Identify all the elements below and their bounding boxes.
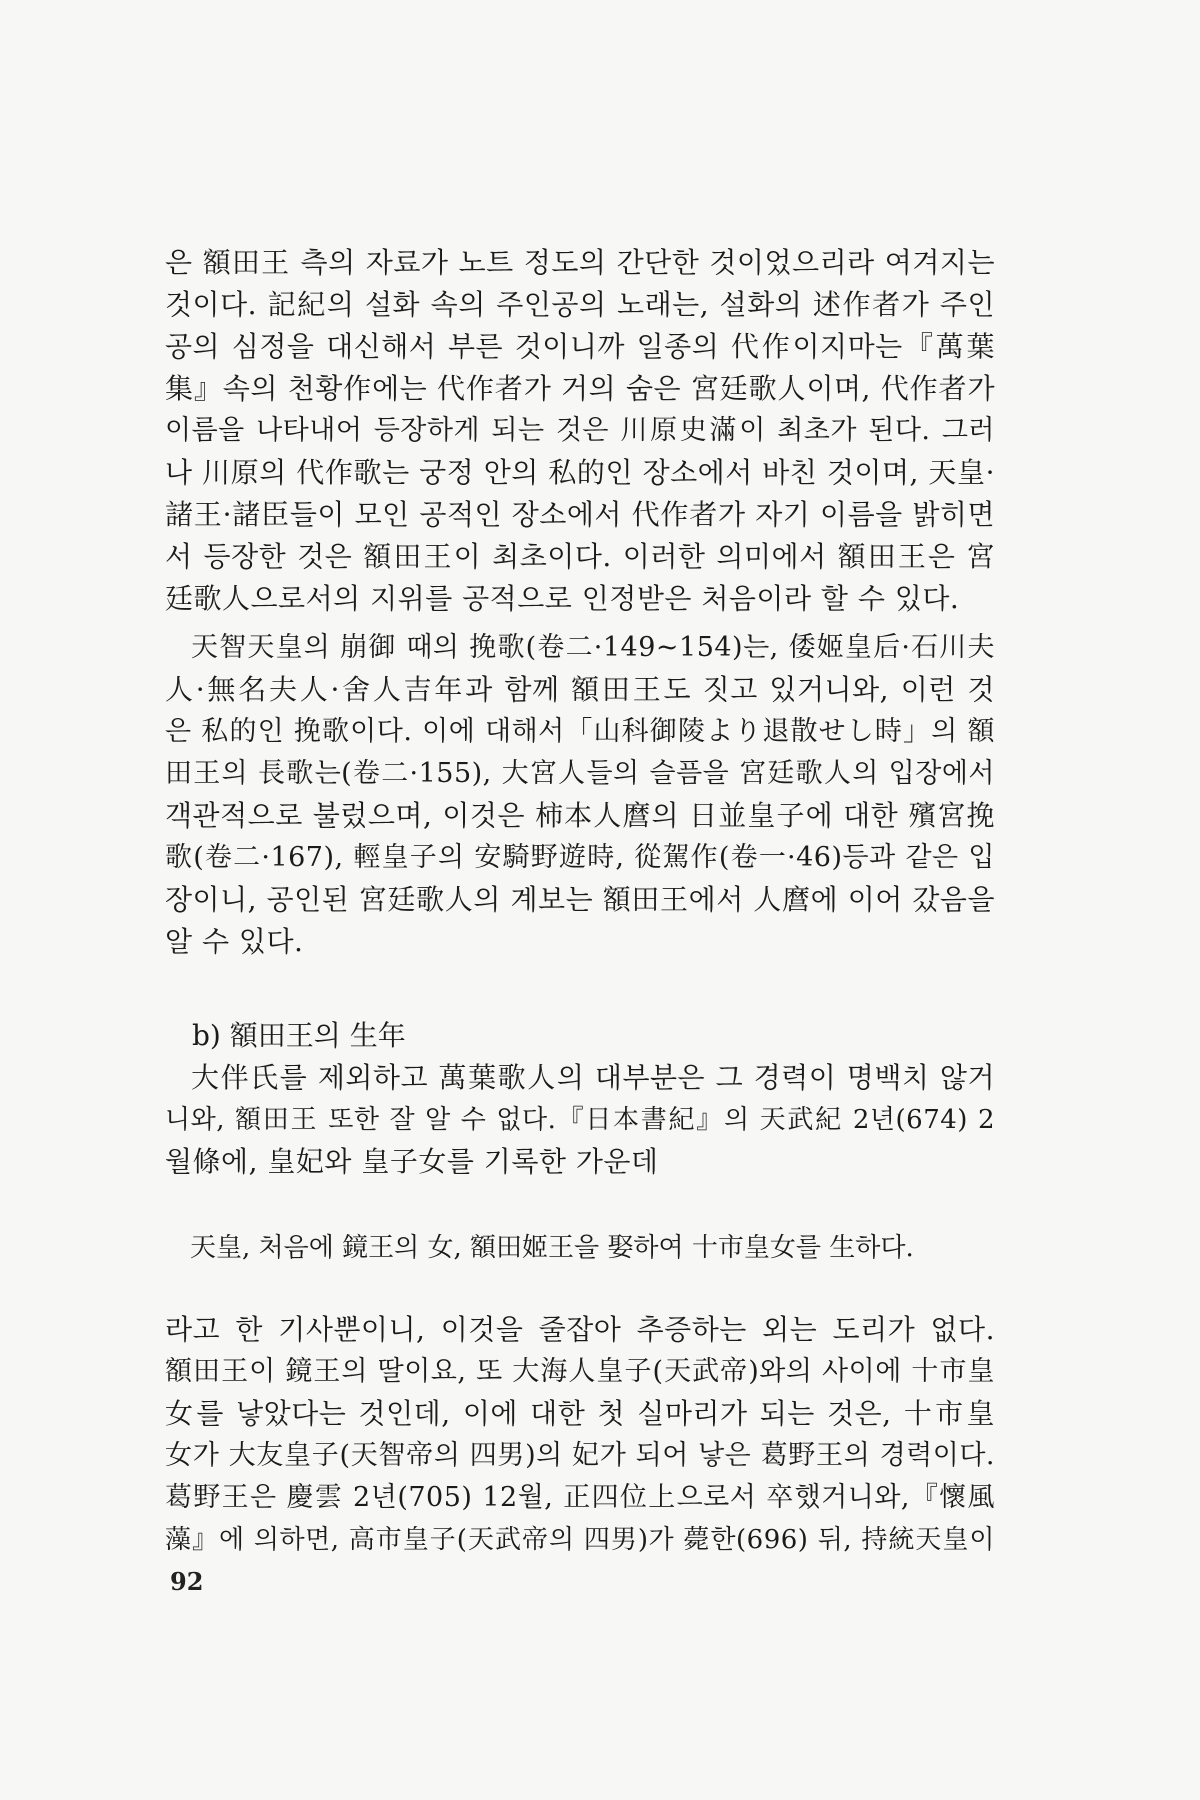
- text-line: 額田王이 鏡王의 딸이요, 또 大海人皇子(天武帝)와의 사이에 十市皇: [165, 1356, 995, 1387]
- text-line: 藻』에 의하면, 高市皇子(天武帝의 四男)가 薨한(696) 뒤, 持統天皇이: [165, 1525, 995, 1555]
- paragraph-4: [165, 1309, 995, 1561]
- text-line: 大伴氏를 제외하고 萬葉歌人의 대부분은 그 경력이 명백치 않거: [191, 1061, 995, 1094]
- text-line: 廷歌人으로서의 지위를 공적으로 인정받은 처음이라 할 수 있다.: [165, 582, 960, 615]
- text-line: 이름을 나타내어 등장하게 되는 것은 川原史滿이 최초가 된다. 그러: [165, 415, 995, 446]
- text-line: 葛野王은 慶雲 2년(705) 12월, 正四位上으로서 卒했거니와,『懷風: [165, 1482, 995, 1513]
- text-line: 니와, 額田王 또한 잘 알 수 없다.『日本書紀』의 天武紀 2년(674) 2: [165, 1105, 995, 1135]
- text-line: 天智天皇의 崩御 때의 挽歌(卷二·149~154)는, 倭姬皇后·石川夫: [191, 632, 995, 663]
- text-line: 것이다. 記紀의 설화 속의 주인공의 노래는, 설화의 述作者가 주인: [165, 288, 995, 321]
- text-line: 알 수 있다.: [165, 925, 304, 958]
- paragraph-1: [165, 242, 995, 620]
- text-line: 객관적으로 불렀으며, 이것은 柿本人麿의 日並皇子에 대한 殯宮挽: [165, 799, 995, 832]
- section-heading: b) 額田王의 生年: [192, 1019, 406, 1052]
- text-line: 공의 심정을 대신해서 부른 것이니까 일종의 代作이지마는『萬葉: [165, 330, 995, 363]
- text-line: 나 川原의 代作歌는 궁정 안의 私的인 장소에서 바친 것이며, 天皇·: [165, 456, 995, 489]
- text-line: 라고 한 기사뿐이니, 이것을 줄잡아 추증하는 외는 도리가 없다.: [165, 1313, 995, 1346]
- paragraph-3: [165, 1057, 995, 1183]
- page-number: 92: [170, 1567, 204, 1596]
- text-line: 은 額田王 측의 자료가 노트 정도의 간단한 것이었으리라 여겨지는: [165, 246, 995, 279]
- text-line: 월條에, 皇妃와 皇子女를 기록한 가운데: [165, 1145, 659, 1178]
- text-line: 諸王·諸臣들이 모인 공적인 장소에서 代作者가 자기 이름을 밝히면: [165, 498, 995, 531]
- text-line: 장이니, 공인된 宮廷歌人의 계보는 額田王에서 人麿에 이어 갔음을: [165, 883, 995, 916]
- text-line: 女를 낳았다는 것인데, 이에 대한 첫 실마리가 되는 것은, 十市皇: [165, 1397, 995, 1430]
- text-line: 女가 大友皇子(天智帝의 四男)의 妃가 되어 낳은 葛野王의 경력이다.: [165, 1440, 995, 1471]
- text-line: 서 등장한 것은 額田王이 최초이다. 이러한 의미에서 額田王은 宮: [165, 540, 995, 573]
- paragraph-2: [165, 627, 995, 963]
- text-line: 集』속의 천황作에는 代作者가 거의 숨은 宮廷歌人이며, 代作者가: [165, 372, 995, 405]
- text-line: 人·無名夫人·舍人吉年과 함께 額田王도 짓고 있거니와, 이런 것: [165, 673, 995, 706]
- block-quote: 天皇, 처음에 鏡王의 女, 額田姬王을 娶하여 十市皇女를 生하다.: [190, 1233, 914, 1263]
- text-line: 은 私的인 挽歌이다. 이에 대해서「山科御陵より退散せし時」의 額: [165, 716, 995, 747]
- text-line: 歌(卷二·167), 輕皇子의 安騎野遊時, 從駕作(卷一·46)등과 같은 입: [165, 842, 995, 873]
- text-line: 田王의 長歌는(卷二·155), 大宮人들의 슬픔을 宮廷歌人의 입장에서: [165, 758, 995, 789]
